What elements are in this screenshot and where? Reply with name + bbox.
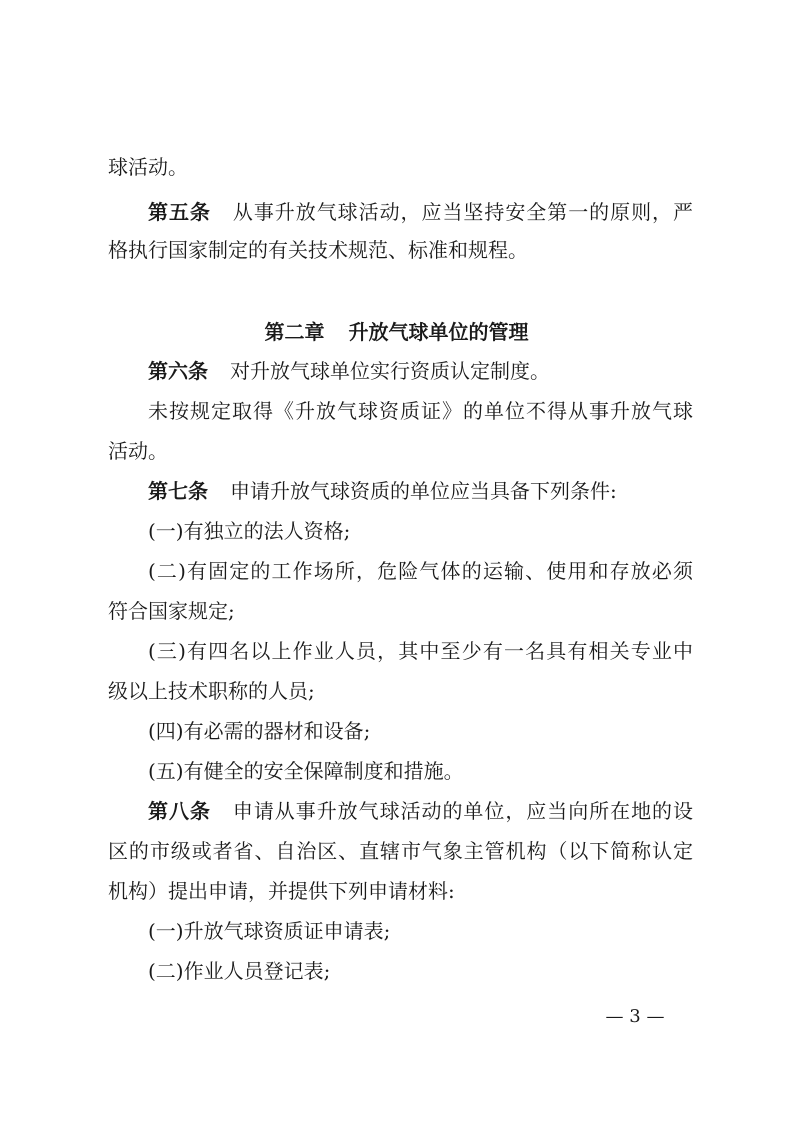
chapter-number: 第二章 [264,320,325,344]
paragraph-line: 区的市级或者省、自治区、直辖市气象主管机构（以下简称认定 [108,839,693,863]
article-number: 第七条 [148,479,208,503]
chapter-title: 升放气球单位的管理 [348,320,529,344]
article-number: 第五条 [148,200,211,224]
paragraph-line: 格执行国家制定的有关技术规范、标准和规程。 [108,238,528,262]
paragraph-line: 活动。 [108,439,168,463]
paragraph-line: 未按规定取得《升放气球资质证》的单位不得从事升放气球 [148,399,693,423]
list-item: (四)有必需的器材和设备; [148,719,371,743]
article-6-line-1: 第六条 对升放气球单位实行资质认定制度。 [148,359,550,383]
article-7-line-1: 第七条 申请升放气球资质的单位应当具备下列条件: [148,479,617,503]
list-item: (一)升放气球资质证申请表; [148,919,391,943]
article-number: 第六条 [148,359,208,383]
paragraph-line: 机构）提出申请，并提供下列申请材料: [108,879,455,903]
list-item: (二)有固定的工作场所，危险气体的运输、使用和存放必须 [148,559,693,583]
list-item: (五)有健全的安全保障制度和措施。 [148,759,464,783]
list-item: (一)有独立的法人资格; [148,519,351,543]
list-item-continuation: 级以上技术职称的人员; [108,679,315,703]
list-item: (二)作业人员登记表; [148,959,331,983]
article-number: 第八条 [148,799,211,823]
article-5-line-1: 第五条 从事升放气球活动，应当坚持安全第一的原则，严 [148,200,693,224]
chapter-heading [0,317,793,347]
list-item: (三)有四名以上作业人员，其中至少有一名具有相关专业中 [148,639,693,663]
page-number: — 3 — [605,1006,665,1027]
article-8-line-1: 第八条 申请从事升放气球活动的单位，应当向所在地的设 [148,799,693,823]
paragraph-line: 球活动。 [108,155,188,179]
list-item-continuation: 符合国家规定; [108,599,235,623]
